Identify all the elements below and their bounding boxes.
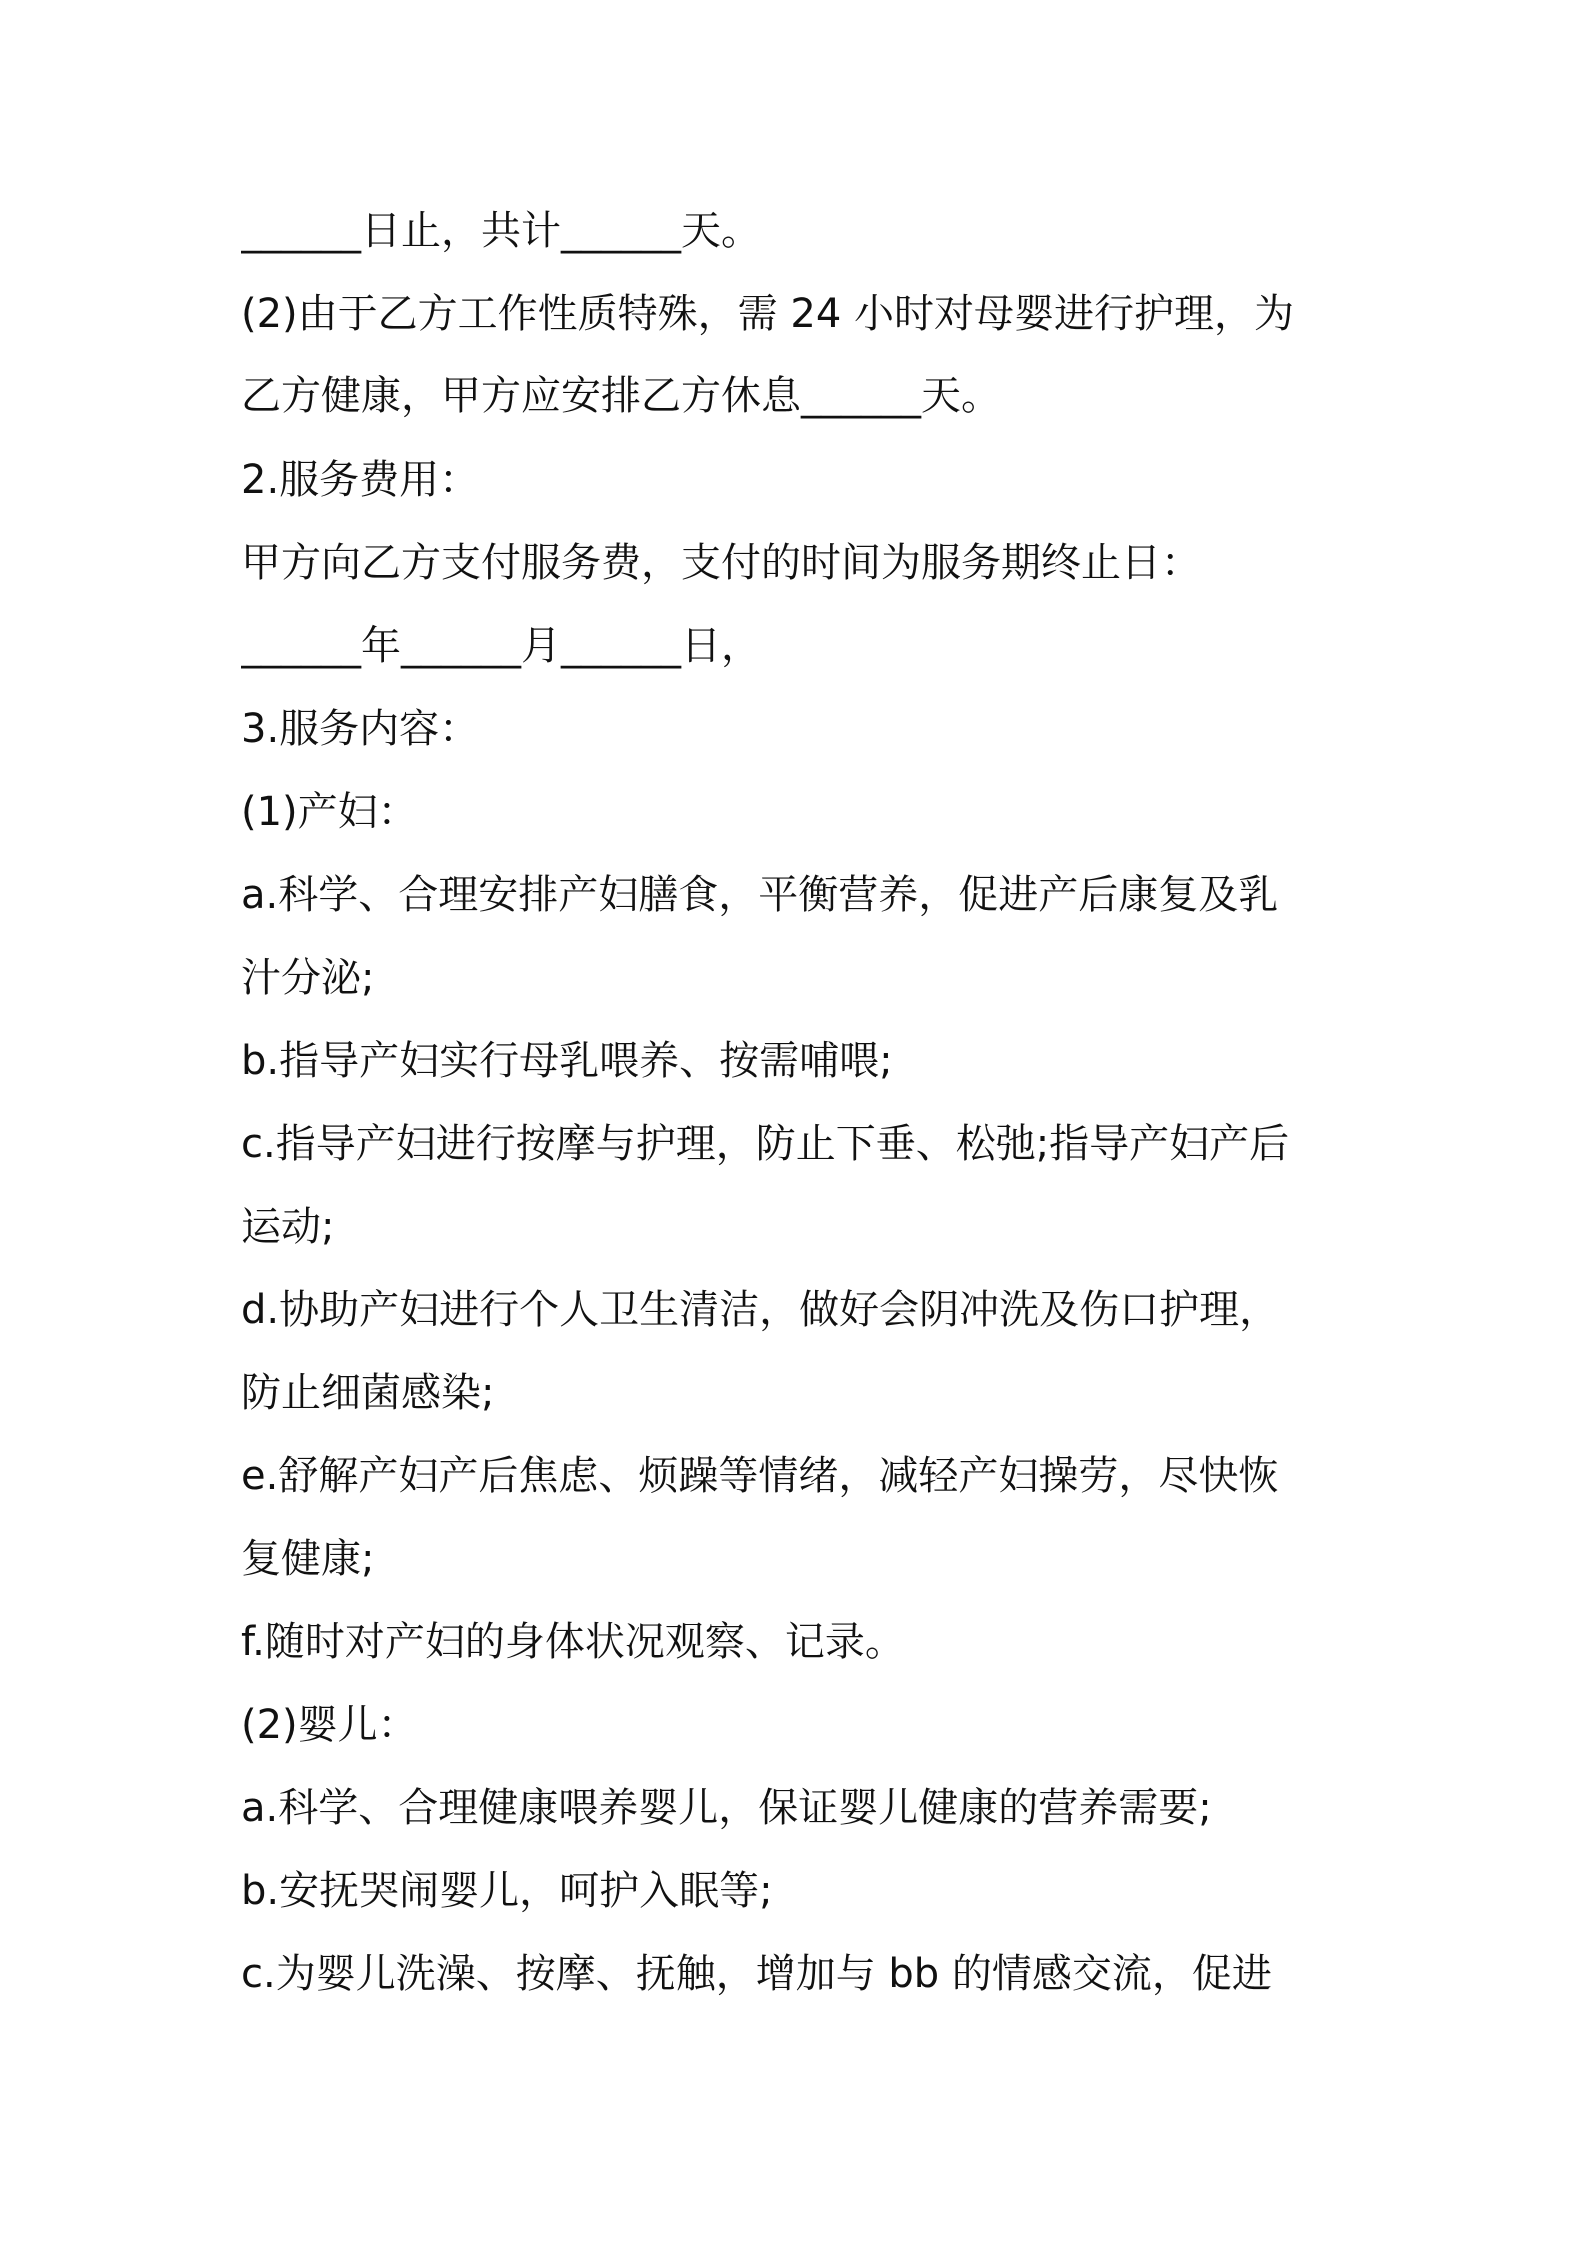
list-item: c.为婴儿洗澡、按摩、抚触，增加与 bb 的情感交流，促进 <box>241 1951 1272 1997</box>
list-item: d.协助产妇进行个人卫生清洁，做好会阴冲洗及伤口护理， <box>241 1287 1280 1333</box>
list-item-continuation: 运动; <box>241 1204 335 1250</box>
list-item-continuation: 汁分泌; <box>241 955 375 1001</box>
list-item: e.舒解产妇产后焦虑、烦躁等情绪，减轻产妇操劳，尽快恢 <box>241 1453 1279 1499</box>
text-line: 乙方健康，甲方应安排乙方休息______天。 <box>241 373 1001 419</box>
list-item: a.科学、合理安排产妇膳食，平衡营养，促进产后康复及乳 <box>241 872 1279 918</box>
subsection-heading: (1)产妇： <box>241 789 418 835</box>
section-heading: 2.服务费用： <box>241 457 480 503</box>
text-line: ______年______月______日， <box>241 623 761 669</box>
list-item: a.科学、合理健康喂养婴儿，保证婴儿健康的营养需要; <box>241 1785 1212 1831</box>
text-line: ______日止，共计______天。 <box>241 208 761 254</box>
list-item: b.指导产妇实行母乳喂养、按需哺喂; <box>241 1038 893 1084</box>
text-line: (2)由于乙方工作性质特殊，需 24 小时对母婴进行护理，为 <box>241 291 1294 337</box>
list-item: b.安抚哭闹婴儿，呵护入眠等; <box>241 1868 773 1914</box>
text-line: 甲方向乙方支付服务费，支付的时间为服务期终止日： <box>241 540 1201 586</box>
list-item: c.指导产妇进行按摩与护理，防止下垂、松弛;指导产妇产后 <box>241 1121 1290 1167</box>
list-item-continuation: 防止细菌感染; <box>241 1370 495 1416</box>
subsection-heading: (2)婴儿： <box>241 1702 418 1748</box>
section-heading: 3.服务内容： <box>241 706 480 752</box>
list-item-continuation: 复健康; <box>241 1536 375 1582</box>
list-item: f.随时对产妇的身体状况观察、记录。 <box>241 1619 905 1665</box>
